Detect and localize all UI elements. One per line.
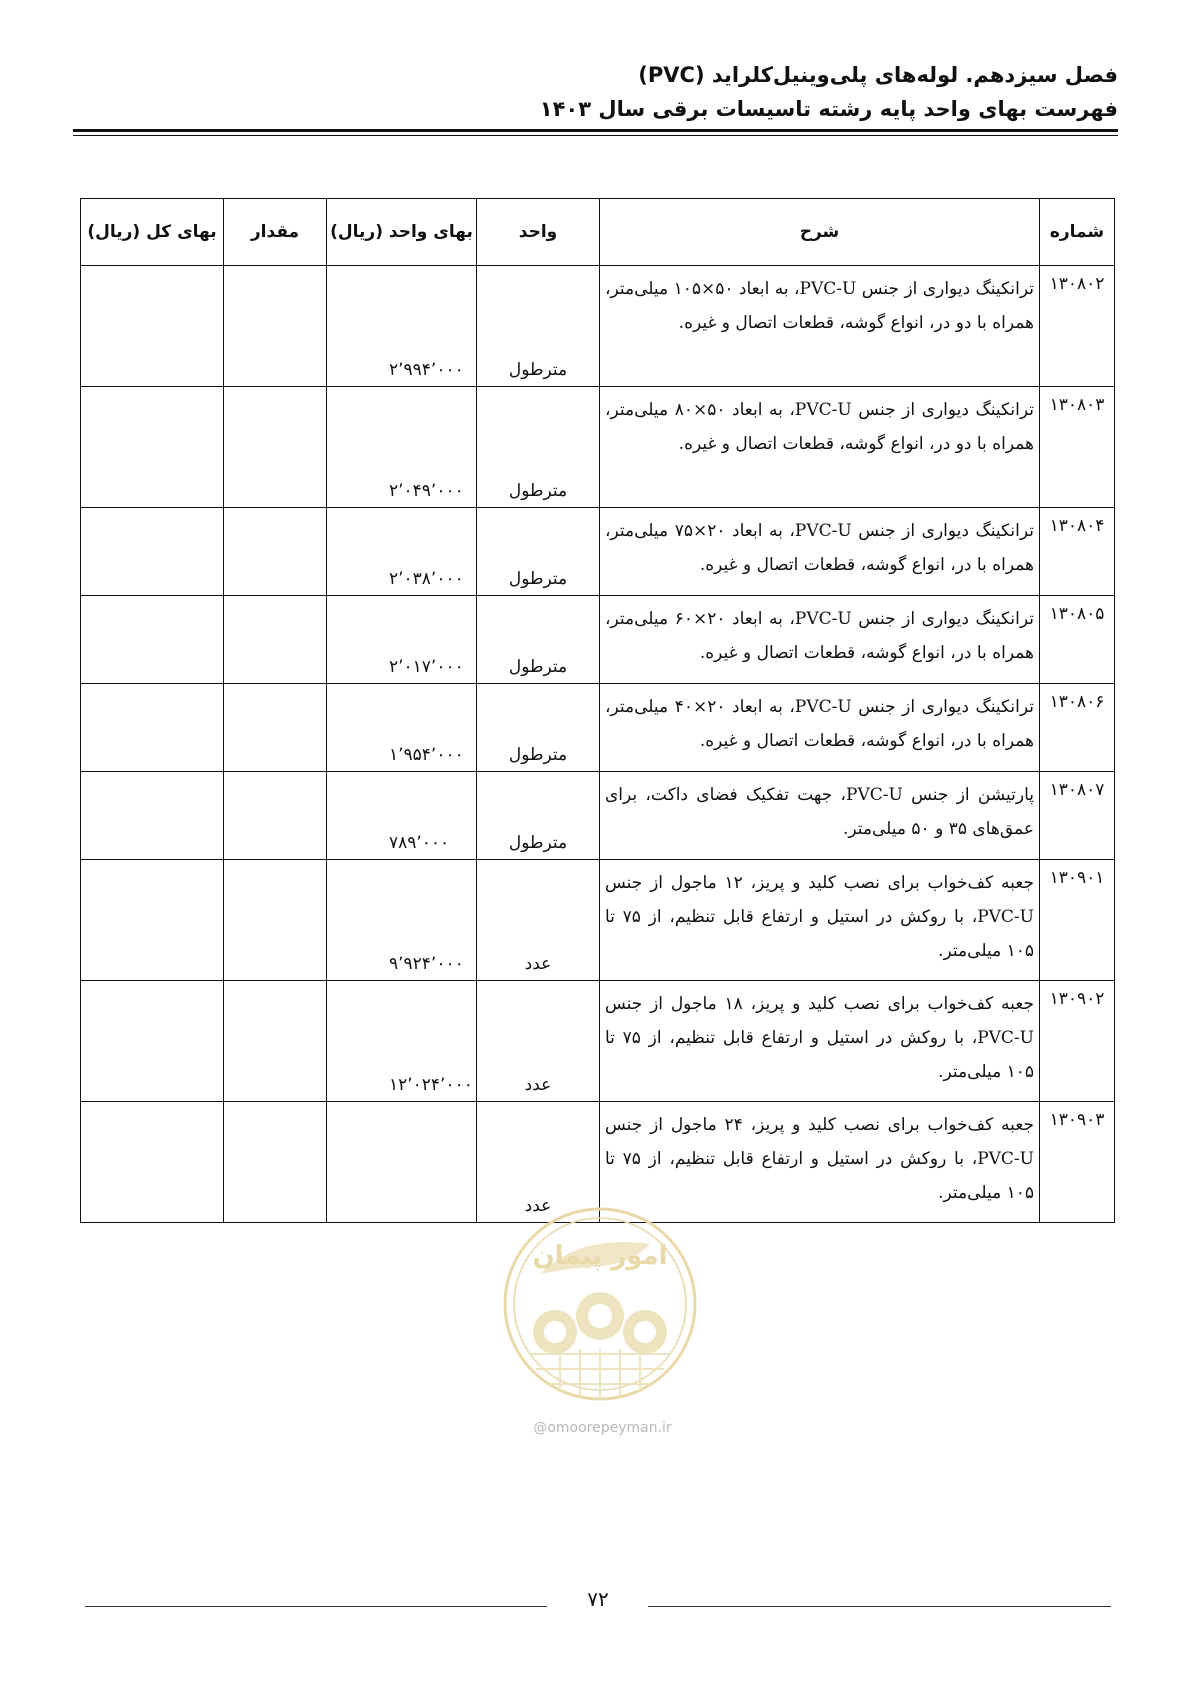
item-quantity <box>224 772 327 860</box>
item-number: ۱۳۰۸۰۵ <box>1040 596 1115 684</box>
item-number: ۱۳۰۸۰۶ <box>1040 684 1115 772</box>
table-row <box>81 860 1115 981</box>
item-unit-price: ۲٬۹۹۴٬۰۰۰ <box>327 266 477 387</box>
footer-rule-right <box>648 1606 1111 1607</box>
item-description: جعبه کف‌خواب برای نصب کلید و پریز، ۱۸ ماجول از جنس PVC-U، با روکش در استیل و ارتفاع قابل تنظیم، از ۷۵ تا ۱۰۵ میلی‌متر. <box>600 981 1040 1102</box>
header-rule-thin <box>73 135 1118 136</box>
col-header-number: شماره <box>1040 199 1115 266</box>
footer-rule-left <box>85 1606 547 1607</box>
item-quantity <box>224 860 327 981</box>
item-description: ترانکینگ دیواری از جنس PVC-U، به ابعاد ۲۰×۴۰ میلی‌متر، همراه با در، انواع گوشه، قطعات اتصال و غیره. <box>600 684 1040 772</box>
item-total-price <box>81 387 224 508</box>
col-header-quantity: مقدار <box>224 199 327 266</box>
item-description: ترانکینگ دیواری از جنس PVC-U، به ابعاد ۵۰×۱۰۵ میلی‌متر، همراه با دو در، انواع گوشه، قطعات اتصال و غیره. <box>600 266 1040 387</box>
item-unit: مترطول <box>477 596 600 684</box>
item-unit-price: ۱۲٬۰۲۴٬۰۰۰ <box>327 981 477 1102</box>
item-quantity <box>224 684 327 772</box>
item-number: ۱۳۰۹۰۲ <box>1040 981 1115 1102</box>
item-number: ۱۳۰۸۰۷ <box>1040 772 1115 860</box>
item-number: ۱۳۰۹۰۳ <box>1040 1102 1115 1223</box>
page-number: ۷۲ <box>587 1587 609 1611</box>
item-description: جعبه کف‌خواب برای نصب کلید و پریز، ۱۲ ماجول از جنس PVC-U، با روکش در استیل و ارتفاع قابل تنظیم، از ۷۵ تا ۱۰۵ میلی‌متر. <box>600 860 1040 981</box>
item-unit: مترطول <box>477 684 600 772</box>
item-description: جعبه کف‌خواب برای نصب کلید و پریز، ۲۴ ماجول از جنس PVC-U، با روکش در استیل و ارتفاع قابل تنظیم، از ۷۵ تا ۱۰۵ میلی‌متر. <box>600 1102 1040 1223</box>
table-row <box>81 772 1115 860</box>
table-row <box>81 981 1115 1102</box>
header-rule-thick <box>73 129 1118 132</box>
col-header-total-price: بهای کل (ریال) <box>81 199 224 266</box>
item-unit: مترطول <box>477 772 600 860</box>
item-total-price <box>81 596 224 684</box>
item-total-price <box>81 266 224 387</box>
item-number: ۱۳۰۸۰۴ <box>1040 508 1115 596</box>
item-number: ۱۳۰۹۰۱ <box>1040 860 1115 981</box>
item-description: ترانکینگ دیواری از جنس PVC-U، به ابعاد ۲۰×۶۰ میلی‌متر، همراه با در، انواع گوشه، قطعات اتصال و غیره. <box>600 596 1040 684</box>
item-total-price <box>81 684 224 772</box>
col-header-unit-price: بهای واحد (ریال) <box>327 199 477 266</box>
item-description: ترانکینگ دیواری از جنس PVC-U، به ابعاد ۲۰×۷۵ میلی‌متر، همراه با در، انواع گوشه، قطعات اتصال و غیره. <box>600 508 1040 596</box>
watermark-site: @omoorepeyman.ir <box>533 1420 672 1436</box>
table-row <box>81 266 1115 387</box>
item-total-price <box>81 860 224 981</box>
item-unit: مترطول <box>477 508 600 596</box>
item-quantity <box>224 596 327 684</box>
item-quantity <box>224 387 327 508</box>
item-unit-price: ۲٬۰۱۷٬۰۰۰ <box>327 596 477 684</box>
col-header-unit: واحد <box>477 199 600 266</box>
table-row <box>81 684 1115 772</box>
item-number: ۱۳۰۸۰۲ <box>1040 266 1115 387</box>
item-quantity <box>224 1102 327 1223</box>
page-header <box>68 58 1118 126</box>
table-row <box>81 387 1115 508</box>
item-unit: عدد <box>477 981 600 1102</box>
item-description: ترانکینگ دیواری از جنس PVC-U، به ابعاد ۵۰×۸۰ میلی‌متر، همراه با دو در، انواع گوشه، قطعات اتصال و غیره. <box>600 387 1040 508</box>
item-unit-price: ۲٬۰۳۸٬۰۰۰ <box>327 508 477 596</box>
item-quantity <box>224 981 327 1102</box>
item-total-price <box>81 981 224 1102</box>
item-description: پارتیشن از جنس PVC-U، جهت تفکیک فضای داکت، برای عمق‌های ۳۵ و ۵۰ میلی‌متر. <box>600 772 1040 860</box>
price-table <box>80 198 1115 1223</box>
item-unit-price: ۷۸۹٬۰۰۰ <box>327 772 477 860</box>
watermark-logo <box>500 1204 700 1404</box>
item-unit-price: ۱٬۹۵۴٬۰۰۰ <box>327 684 477 772</box>
item-total-price <box>81 508 224 596</box>
col-header-description: شرح <box>600 199 1040 266</box>
item-unit: مترطول <box>477 387 600 508</box>
item-quantity <box>224 266 327 387</box>
item-number: ۱۳۰۸۰۳ <box>1040 387 1115 508</box>
table-header-row <box>81 199 1115 266</box>
item-unit: عدد <box>477 860 600 981</box>
item-quantity <box>224 508 327 596</box>
item-unit: عدد <box>477 1102 600 1223</box>
watermark-logo-text: امور پیمان <box>532 1241 668 1271</box>
item-unit-price: ۹٬۹۲۴٬۰۰۰ <box>327 860 477 981</box>
item-total-price <box>81 772 224 860</box>
price-list-title: فهرست بهای واحد پایه رشته تاسیسات برقی سال ۱۴۰۳ <box>539 97 1118 121</box>
table-row <box>81 508 1115 596</box>
item-unit: مترطول <box>477 266 600 387</box>
chapter-title: فصل سیزدهم. لوله‌های پلی‌وینیل‌کلراید (PVC) <box>638 63 1118 87</box>
item-total-price <box>81 1102 224 1223</box>
table-row <box>81 596 1115 684</box>
item-unit-price <box>327 1102 477 1223</box>
item-unit-price: ۲٬۰۴۹٬۰۰۰ <box>327 387 477 508</box>
